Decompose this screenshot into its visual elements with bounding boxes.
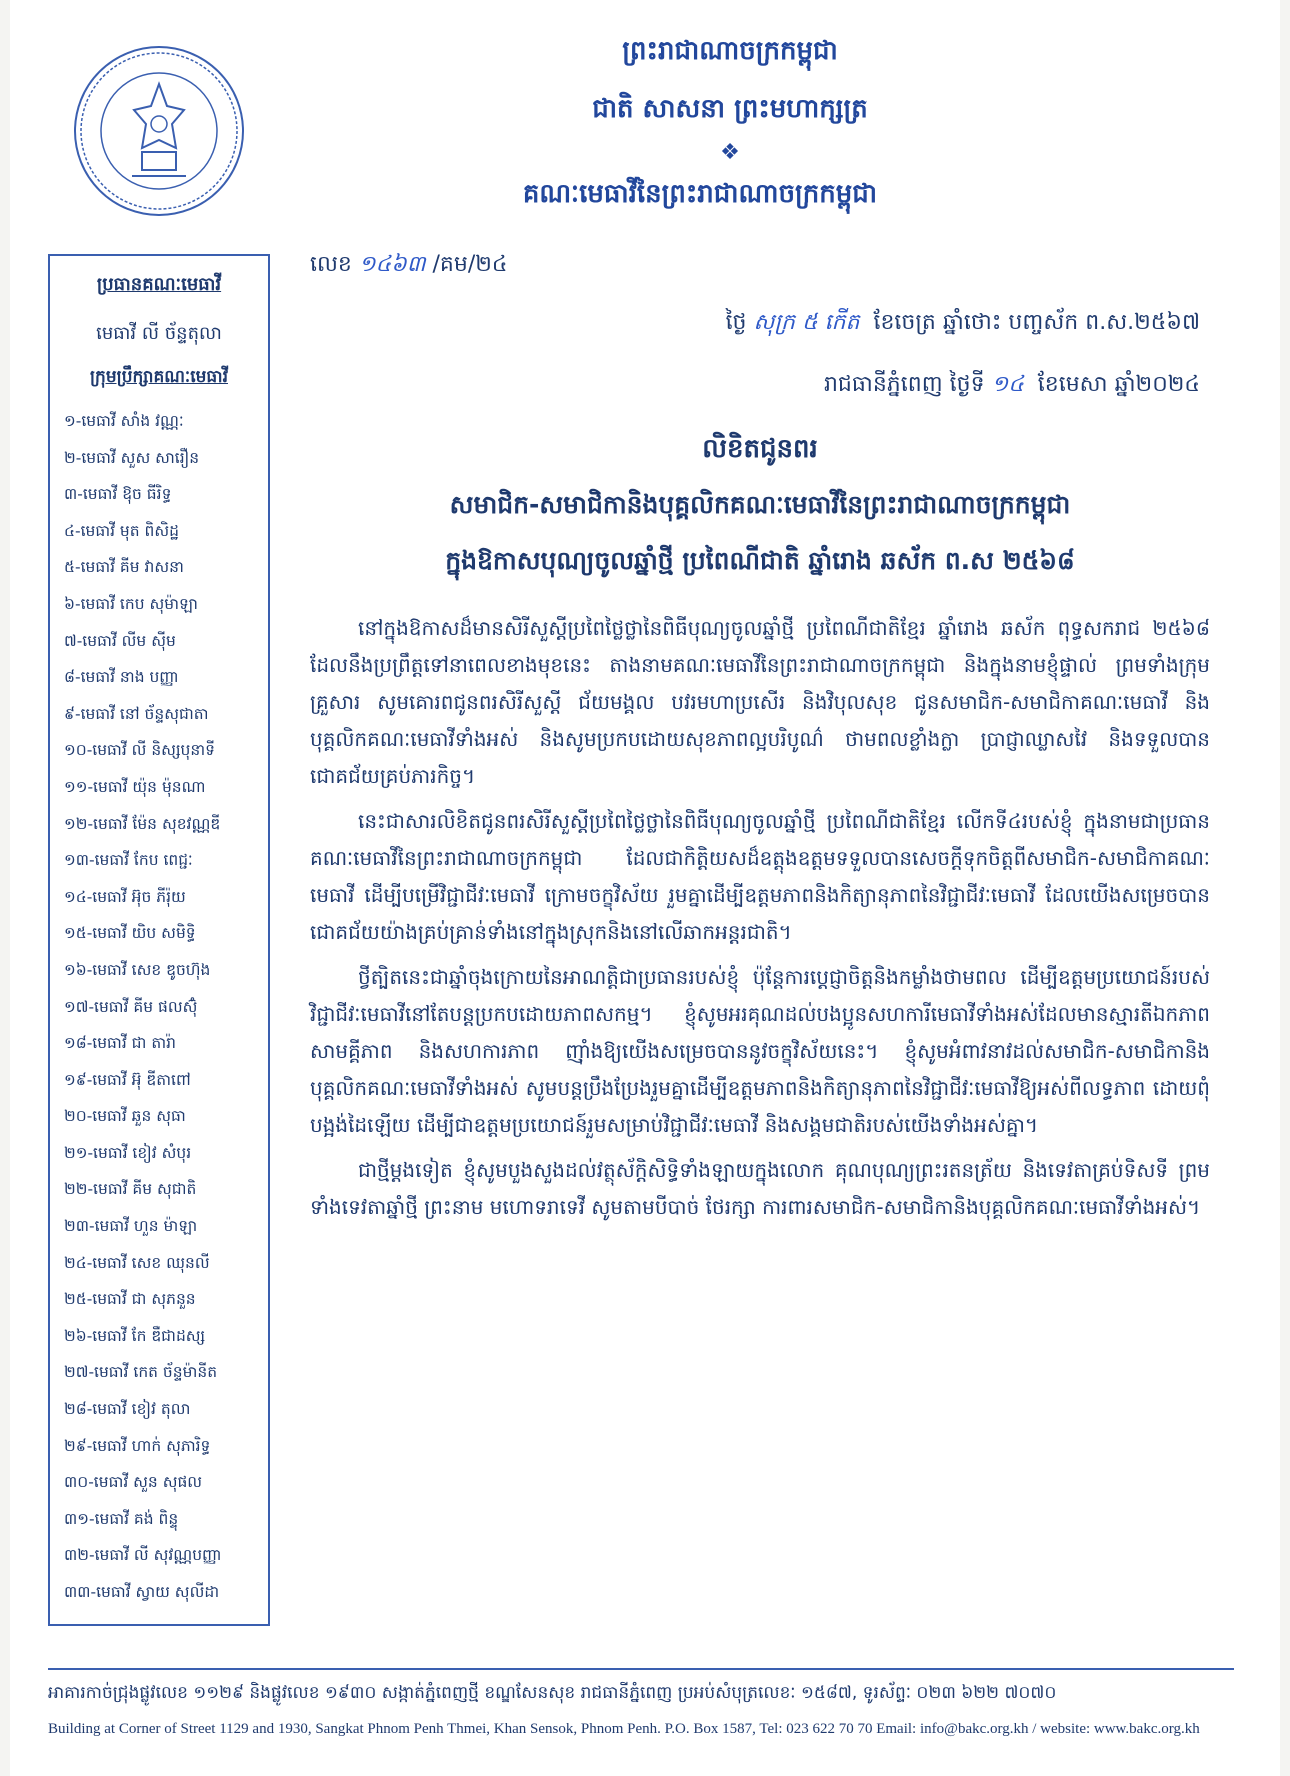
letter-content — [310, 250, 1210, 1219]
reference-number — [310, 250, 1210, 282]
council-member-item: ២-មេធាវី សួស សារឿន — [64, 448, 200, 467]
solar-day-handwritten: ១៤ — [991, 372, 1024, 397]
national-motto: ជាតិ សាសនា ព្រះមហាក្សត្រ — [592, 94, 868, 124]
council-member-item: ១-មេធាវី សាំង វណ្ណៈ — [64, 412, 184, 430]
council-member-item: ៧-មេធាវី លីម ស៊ីម — [64, 631, 176, 650]
council-member-item: ១៦-មេធាវី សេខ ឌូចហ៊ុង — [64, 960, 211, 979]
seal-emblem-icon — [72, 44, 246, 218]
lunar-day-handwritten: សុក្រ ៥ កើត — [753, 310, 860, 335]
letterhead — [450, 30, 1010, 215]
letter-body — [310, 610, 1210, 1234]
lunar-date — [726, 308, 1200, 340]
council-member-item: ១៥-មេធាវី យិប សមិទ្ធិ — [64, 924, 196, 943]
council-member-item: ២៦-មេធាវី កែ ឌឺជាដស្ស — [64, 1326, 206, 1345]
council-member-item: ២៧-មេធាវី កេត ច័ន្ទម៉ានីត — [64, 1363, 218, 1382]
sidebar-chair-name: មេធាវី លី ច័ន្ទតុលា — [96, 323, 222, 344]
paragraph-3: ថ្វីត្បិតនេះជាឆ្នាំចុងក្រោយនៃអាណត្តិជាប្រធានរបស់ខ្ញុំ ប៉ុន្តែការប្តេជ្ញាចិត្តនិងកម្លាំងថាមពល ដើម្បីឧត្តមប្រយោជន៍របស់វិជ្ជាជីវៈមេធាវីនៅតែបន្តប្រកបដោយភាពសកម្ម។ ខ្ញុំសូមអរគុណដល់បងប្អូនសហការីមេធាវីទាំងអស់ដែលមានស្មារតីឯកភាព សាមគ្គីភាព និងសហការភាព ញ៉ាំងឱ្យយើងសម្រេចបាននូវចក្ខុវិស័យនេះ។ ខ្ញុំសូមអំពាវនាវដល់សមាជិក-សមាជិកានិងបុគ្គលិកគណៈមេធាវីទាំងអស់ សូមបន្តប្រឹងប្រែងរួមគ្នាដើម្បីឧត្តមភាពនិងកិត្យានុភាពនៃវិជ្ជាជីវៈមេធាវីឱ្យអស់ពីលទ្ធភាព ដោយពុំបង្អង់ដៃឡើយ ដើម្បីជាឧត្តមប្រយោជន៍រួមសម្រាប់វិជ្ជាជីវៈមេធាវី និងសង្គមជាតិរបស់យើងទាំងអស់គ្នា។ — [310, 965, 1210, 1137]
council-member-item: ៣៣-មេធាវី ស្វាយ សុលីដា — [64, 1583, 220, 1601]
letter-footer — [48, 1668, 1234, 1738]
council-member-item: ១០-មេធាវី លី និស្សបុនាទី — [64, 741, 215, 760]
solar-date — [824, 370, 1200, 402]
council-member-item: ២៣-មេធាវី ហួន ម៉ាឡា — [64, 1217, 198, 1236]
council-member-item: ១៣-មេធាវី កែប ពេជ្ជៈ — [64, 851, 193, 870]
sidebar-chair-heading: ប្រធានគណៈមេធាវី — [96, 274, 222, 295]
organization-name: គណៈមេធាវីនៃព្រះរាជាណាចក្រកម្ពុជា — [522, 179, 878, 209]
ref-suffix: /គម/២៤ — [432, 252, 508, 277]
footer-address-english: Building at Corner of Street 1129 and 1930, Sangkat Phnom Penh Thmei, Khan Sensok, Phnom Penh. P.O. Box 1587, Tel: 023 622 70 70 Email: info@bakc.org.kh / website: www.bakc.org.kh — [48, 1721, 1200, 1737]
council-member-item: ៦-មេធាវី កេប សុម៉ាឡា — [64, 594, 198, 613]
solar-prefix: រាជធានីភ្នំពេញ ថ្ងៃទី — [823, 372, 985, 397]
council-sidebar — [48, 254, 270, 1626]
kingdom-title: ព្រះរាជាណាចក្រកម្ពុជា — [622, 36, 838, 66]
council-member-item: ២៤-មេធាវី សេខ ឈុនលី — [64, 1253, 210, 1272]
paragraph-1: នៅក្នុងឱកាសដ៏មានសិរីសួស្តីប្រពៃថ្លៃថ្លានៃពិធីបុណ្យចូលឆ្នាំថ្មី ប្រពៃណីជាតិខ្មែរ ឆ្នាំរោង ឆស័ក ពុទ្ធសករាជ ២៥៦៨ ដែលនឹងប្រព្រឹត្តទៅនាពេលខាងមុខនេះ តាងនាមគណៈមេធាវីនៃព្រះរាជាណាចក្រកម្ពុជា និងក្នុងនាមខ្ញុំផ្ទាល់ ព្រមទាំងក្រុមគ្រួសារ សូមគោរពជូនពរសិរីសួស្តី ជ័យមង្គល បវរមហាប្រសើរ និងវិបុលសុខ ជូនសមាជិក-សមាជិកាគណៈមេធាវី និងបុគ្គលិកគណៈមេធាវីទាំងអស់ និងសូមប្រកបដោយសុខភាពល្អបរិបូណ៌ ថាមពលខ្លាំងក្លា ប្រាជ្ញាឈ្លាសវៃ និងទទួលបានជោគជ័យគ្រប់ភារកិច្ច។ — [310, 616, 1210, 788]
letter-title: លិខិតជូនពរ — [702, 434, 818, 464]
council-member-item: ១១-មេធាវី យ៉ុន ម៉ុនណា — [64, 777, 206, 796]
council-member-item: ៣-មេធាវី ឱុច ធីរិទ្ធ — [64, 485, 172, 504]
council-member-item: ៣២-មេធាវី លី សុវណ្ណបញ្ញា — [64, 1546, 222, 1565]
council-member-item: ២២-មេធាវី គីម សុជាតិ — [64, 1180, 197, 1199]
council-member-item: ៨-មេធាវី នាង បញ្ញា — [64, 668, 179, 687]
council-member-item: ១២-មេធាវី ម៉ែន សុខវណ្ណឌី — [64, 814, 221, 833]
council-member-item: ២១-មេធាវី ខៀវ សំបុរ — [64, 1143, 192, 1162]
council-member-list — [50, 403, 268, 1611]
solar-month-year: ខែមេសា ឆ្នាំ២០២៤ — [1037, 372, 1200, 397]
ref-prefix: លេខ — [310, 252, 352, 277]
council-member-item: ២៥-មេធាវី ជា សុភនួន — [64, 1290, 196, 1309]
ref-number-handwritten: ១៤៦៣ — [358, 252, 426, 277]
council-member-item: ១៤-មេធាវី អ៊ុច ភីរ៉ុយ — [64, 887, 186, 906]
council-member-item: ២៨-មេធាវី ខៀវ តុលា — [64, 1400, 191, 1419]
council-member-item: ៤-មេធាវី មុត ពិសិដ្ឋ — [64, 521, 179, 540]
council-member-item: ៥-មេធាវី គីម វាសនា — [64, 558, 184, 577]
council-member-item: ៣១-មេធាវី គង់ ពិន្ទុ — [64, 1509, 179, 1528]
footer-address-khmer: អាគារកាច់ជ្រុងផ្លូវលេខ ១១២៩ និងផ្លូវលេខ ១៩៣០ សង្កាត់ភ្នំពេញថ្មី ខណ្ឌសែនសុខ រាជធានីភ្នំពេញ ប្រអប់សំបុត្រលេខៈ ១៥៨៧, ទូរស័ព្ទៈ ០២៣ ៦២២ ៧០៧០ — [48, 1683, 1057, 1703]
letter-recipients: សមាជិក-សមាជិកានិងបុគ្គលិកគណៈមេធាវីនៃព្រះរាជាណាចក្រកម្ពុជា — [449, 490, 1071, 519]
letter-occasion: ក្នុងឱកាសបុណ្យចូលឆ្នាំថ្មី ប្រពៃណីជាតិ ឆ្នាំរោង ឆស័ក ព.ស ២៥៦៨ — [445, 546, 1075, 575]
bar-association-seal — [72, 44, 246, 218]
letter-titles — [310, 432, 1210, 582]
ornament-icon: ❖ — [720, 140, 740, 165]
lunar-month-year: ខែចេត្រ ឆ្នាំថោះ បញ្ចស័ក ព.ស.២៥៦៧ — [873, 310, 1200, 335]
lunar-prefix: ថ្ងៃ — [725, 310, 747, 335]
letter-page — [10, 0, 1280, 1776]
council-member-item: ៩-មេធាវី នៅ ច័ន្ទសុជាតា — [64, 704, 209, 723]
council-member-item: ២៩-មេធាវី ហាក់ សុភារិទ្ធ — [64, 1436, 211, 1455]
sidebar-council-heading: ក្រុមប្រឹក្សាគណៈមេធាវី — [89, 367, 228, 387]
paragraph-4: ជាថ្មីម្តងទៀត ខ្ញុំសូមបួងសួងដល់វត្ថុស័ក្តិសិទ្ធិទាំងឡាយក្នុងលោក គុណបុណ្យព្រះរតនត្រ័យ និងទេវតាគ្រប់ទិសទី ព្រមទាំងទេវតាឆ្នាំថ្មី ព្រះនាម មហោទរាទេវី សូមតាមបីបាច់ ថែរក្សា ការពារសមាជិក-សមាជិកានិងបុគ្គលិកគណៈមេធាវីទាំងអស់។ — [310, 1158, 1210, 1219]
council-member-item: ៣០-មេធាវី សួន សុផល — [64, 1473, 203, 1492]
paragraph-2: នេះជាសារលិខិតជូនពរសិរីសួស្តីប្រពៃថ្លៃថ្លានៃពិធីបុណ្យចូលឆ្នាំថ្មី ប្រពៃណីជាតិខ្មែរ លើកទី៤របស់ខ្ញុំ ក្នុងនាមជាប្រធានគណៈមេធាវីនៃព្រះរាជាណាចក្រកម្ពុជា ដែលជាកិត្តិយសដ៏ឧត្តុងឧត្តមទទួលបានសេចក្តីទុកចិត្តពីសមាជិក-សមាជិកាគណៈមេធាវី ដើម្បីបម្រើវិជ្ជាជីវៈមេធាវី ក្រោមចក្ខុវិស័យ រួមគ្នាដើម្បីឧត្តមភាពនិងកិត្យានុភាពនៃវិជ្ជាជីវៈមេធាវី ដែលយើងសម្រេចបានជោគជ័យយ៉ាងគ្រប់គ្រាន់ទាំងនៅក្នុងស្រុកនិងនៅលើឆាកអន្តរជាតិ។ — [310, 809, 1210, 944]
council-member-item: ១៧-មេធាវី គីម ផលស៊ុំ — [64, 997, 198, 1016]
council-member-item: ១៨-មេធាវី ជា តារ៉ា — [64, 1034, 176, 1053]
council-member-item: ១៩-មេធាវី អ៊ុ ឌីតាពៅ — [64, 1070, 191, 1089]
council-member-item: ២០-មេធាវី ឆួន សុធា — [64, 1107, 186, 1126]
